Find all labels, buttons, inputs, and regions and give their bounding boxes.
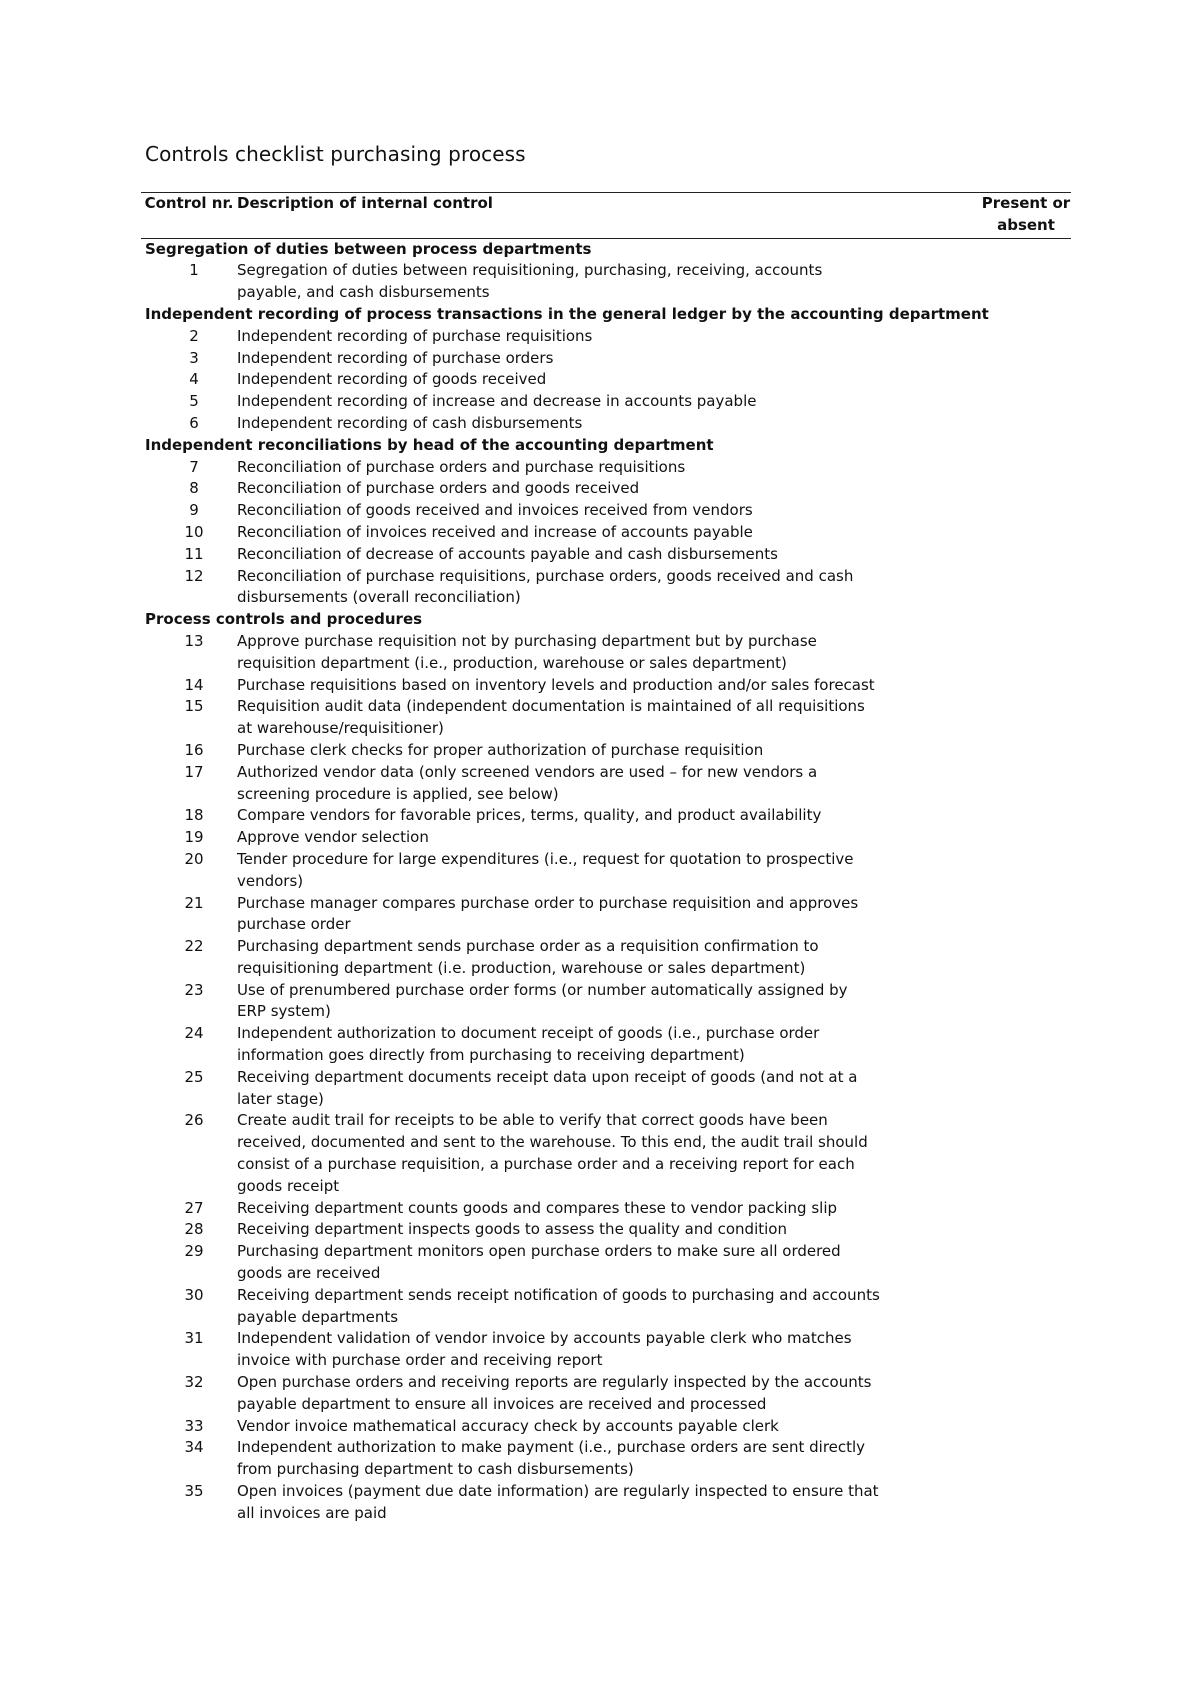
present-absent-cell [981,348,1071,370]
present-absent-cell [981,1481,1071,1525]
control-description: Independent recording of purchase orders [237,348,554,367]
present-absent-cell [981,1241,1071,1285]
present-absent-cell [981,1328,1071,1372]
control-number: 9 [189,501,199,520]
table-row [141,1285,1071,1329]
table-row [141,413,1071,435]
table-row [141,805,1071,827]
table-row [141,1067,1071,1111]
control-number: 23 [184,980,204,999]
table-row [141,391,1071,413]
control-description: Vendor invoice mathematical accuracy check by accounts payable clerk [237,1416,779,1435]
table-row [141,936,1071,980]
control-number: 27 [184,1198,204,1217]
control-description: Open purchase orders and receiving reports are regularly inspected by the accounts payable department to ensure all invoices are received and processed [237,1373,872,1413]
control-description: Reconciliation of decrease of accounts payable and cash disbursements [237,544,778,563]
present-absent-cell [981,980,1071,1024]
table-row [141,522,1071,544]
table-row [141,1241,1071,1285]
header-description: Description of internal control [237,193,981,239]
table-row [141,1198,1071,1220]
control-description: Approve purchase requisition not by purchasing department but by purchase requisition department (i.e., production, warehouse or sales department) [237,631,817,672]
table-header-row [141,193,1071,239]
control-number: 33 [184,1416,204,1435]
controls-table [141,192,1071,1525]
present-absent-cell [981,522,1071,544]
control-number: 24 [184,1024,204,1043]
control-description: Reconciliation of purchase orders and goods received [237,479,640,498]
table-row [141,849,1071,893]
control-number: 28 [184,1220,204,1239]
control-description: Independent authorization to document receipt of goods (i.e., purchase order information goes directly from purchasing to receiving department) [237,1024,820,1065]
present-absent-cell [981,740,1071,762]
table-row [141,696,1071,740]
present-absent-cell [981,1285,1071,1329]
table-row [141,762,1071,806]
header-present-absent: Present or absent [981,193,1071,239]
control-description: Approve vendor selection [237,828,429,847]
control-number: 34 [184,1438,204,1457]
section-heading: Independent reconciliations by head of the accounting department [145,435,714,454]
present-absent-cell [981,762,1071,806]
present-absent-cell [981,500,1071,522]
present-absent-cell [981,1067,1071,1111]
section-heading-row [141,304,1071,326]
present-absent-cell [981,936,1071,980]
table-row [141,893,1071,937]
present-absent-cell [981,457,1071,479]
present-absent-cell [981,631,1071,675]
present-absent-cell [981,675,1071,697]
control-description: Independent recording of goods received [237,370,547,389]
control-number: 7 [189,457,199,476]
control-number: 4 [189,370,199,389]
table-row [141,348,1071,370]
control-description: Tender procedure for large expenditures (i.e., request for quotation to prospective vendors) [237,849,854,890]
present-absent-cell [981,1219,1071,1241]
control-number: 16 [184,740,204,759]
control-description: Receiving department sends receipt notification of goods to purchasing and accounts payable departments [237,1285,880,1326]
control-number: 14 [184,675,204,694]
present-absent-cell [981,893,1071,937]
control-description: Authorized vendor data (only screened vendors are used – for new vendors a screening procedure is applied, see below) [237,762,818,803]
control-number: 26 [184,1111,204,1130]
table-row [141,369,1071,391]
control-description: Reconciliation of goods received and invoices received from vendors [237,501,753,520]
control-number: 12 [184,566,204,585]
control-description: Segregation of duties between requisitioning, purchasing, receiving, accounts payable, and cash disbursements [237,261,823,302]
control-number: 32 [184,1373,204,1392]
present-absent-cell [981,805,1071,827]
table-row [141,478,1071,500]
control-description: Purchase requisitions based on inventory levels and production and/or sales forecast [237,675,875,694]
table-row [141,980,1071,1024]
section-heading: Segregation of duties between process departments [145,239,592,258]
control-number: 10 [184,522,204,541]
control-description: Create audit trail for receipts to be able to verify that correct goods have been received, documented and sent to the warehouse. To this end, the audit trail should consist of a purchase requisition, a purchase order and a receiving report for each goods receipt [237,1111,868,1195]
control-description: Purchasing department monitors open purchase orders to make sure all ordered goods are received [237,1242,841,1283]
table-row [141,326,1071,348]
present-absent-cell [981,1437,1071,1481]
present-absent-cell [981,696,1071,740]
table-row [141,1437,1071,1481]
control-description: Reconciliation of purchase orders and purchase requisitions [237,457,686,476]
table-row [141,631,1071,675]
control-number: 13 [184,631,204,650]
control-description: Use of prenumbered purchase order forms (or number automatically assigned by ERP system) [237,980,848,1021]
present-absent-cell [981,260,1071,304]
control-number: 22 [184,937,204,956]
control-description: Receiving department documents receipt data upon receipt of goods (and not at a later stage) [237,1067,858,1108]
control-number: 6 [189,413,199,432]
control-description: Purchasing department sends purchase order as a requisition confirmation to requisitioning department (i.e. production, warehouse or sales department) [237,937,819,977]
present-absent-cell [981,1372,1071,1416]
header-control-nr: Control nr. [141,193,237,239]
present-absent-cell [981,566,1071,610]
control-number: 31 [184,1329,204,1348]
present-absent-cell [981,1416,1071,1438]
table-row [141,675,1071,697]
present-absent-cell [981,827,1071,849]
table-row [141,827,1071,849]
table-row [141,566,1071,610]
control-number: 35 [184,1482,204,1501]
control-number: 8 [189,479,199,498]
control-description: Independent recording of cash disbursements [237,413,583,432]
control-description: Independent recording of purchase requisitions [237,326,593,345]
control-number: 21 [184,893,204,912]
table-row [141,1219,1071,1241]
control-number: 5 [189,392,199,411]
section-heading-row [141,435,1071,457]
control-description: Receiving department inspects goods to assess the quality and condition [237,1220,787,1239]
control-number: 17 [184,762,204,781]
table-row [141,1372,1071,1416]
table-row [141,1416,1071,1438]
table-row [141,740,1071,762]
section-heading: Process controls and procedures [145,610,423,629]
control-description: Requisition audit data (independent documentation is maintained of all requisitions at warehouse/requisitioner) [237,697,865,738]
table-row [141,1023,1071,1067]
table-row [141,544,1071,566]
section-heading-row [141,238,1071,260]
control-description: Open invoices (payment due date information) are regularly inspected to ensure that all invoices are paid [237,1482,879,1522]
control-number: 25 [184,1067,204,1086]
present-absent-cell [981,1110,1071,1197]
control-description: Independent authorization to make payment (i.e., purchase orders are sent directly from purchasing department to cash disbursements) [237,1438,866,1479]
control-number: 2 [189,326,199,345]
present-absent-cell [981,849,1071,893]
present-absent-cell [981,369,1071,391]
control-number: 20 [184,849,204,868]
table-row [141,1481,1071,1525]
present-absent-cell [981,326,1071,348]
control-description: Purchase clerk checks for proper authorization of purchase requisition [237,740,764,759]
control-number: 1 [189,261,199,280]
control-description: Receiving department counts goods and compares these to vendor packing slip [237,1198,838,1217]
control-description: Reconciliation of purchase requisitions, purchase orders, goods received and cash disbursements (overall reconciliation) [237,566,854,607]
control-number: 30 [184,1285,204,1304]
control-number: 18 [184,806,204,825]
control-description: Reconciliation of invoices received and increase of accounts payable [237,522,753,541]
present-absent-cell [981,1198,1071,1220]
table-row [141,1110,1071,1197]
control-number: 11 [184,544,204,563]
table-row [141,500,1071,522]
present-absent-cell [981,478,1071,500]
present-absent-cell [981,1023,1071,1067]
control-description: Independent validation of vendor invoice by accounts payable clerk who matches invoice with purchase order and receiving report [237,1329,852,1370]
control-description: Independent recording of increase and decrease in accounts payable [237,392,757,411]
section-heading-row [141,609,1071,631]
page-title: Controls checklist purchasing process [145,142,526,166]
table-row [141,457,1071,479]
control-description: Purchase manager compares purchase order to purchase requisition and approves purchase order [237,893,859,934]
table-body [141,238,1071,1525]
control-description: Compare vendors for favorable prices, terms, quality, and product availability [237,806,822,825]
table-row [141,1328,1071,1372]
present-absent-cell [981,413,1071,435]
present-absent-cell [981,391,1071,413]
control-number: 19 [184,828,204,847]
table-row [141,260,1071,304]
control-number: 15 [184,697,204,716]
section-heading: Independent recording of process transactions in the general ledger by the accounting department [145,304,989,323]
present-absent-cell [981,544,1071,566]
control-number: 29 [184,1242,204,1261]
control-number: 3 [189,348,199,367]
